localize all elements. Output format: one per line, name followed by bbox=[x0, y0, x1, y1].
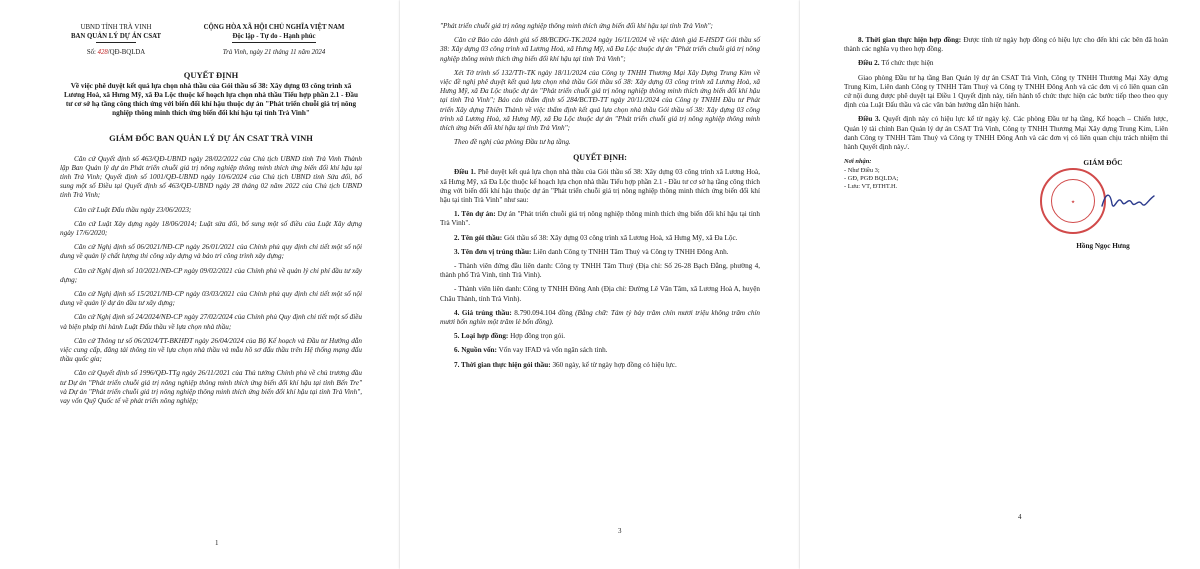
agency-name: BAN QUẢN LÝ DỰ ÁN CSAT bbox=[70, 32, 162, 40]
legal-basis-paragraph: Căn cứ Báo cáo đánh giá số 88/BCĐG-TK.2024 ngày 16/11/2024 về việc đánh giá E-HSDT Gói thầu số 38: Xây dựng 03 công trình xã Lương Hoà, xã Hưng Mỹ, xã Đa Lộc thuộc dự án "Phát triển chuỗi giá trị nông nghiệp thông minh thích ứng biến đổi khí hậu tại tỉnh Trà Vinh"; bbox=[440, 36, 760, 63]
document-subject: Về việc phê duyệt kết quả lựa chọn nhà thầu của Gói thầu số 38: Xây dựng 03 công trình xã Lương Hoà, xã Hưng Mỹ, xã Đa Lộc thuộc kế hoạch lựa chọn nhà thầu Tiểu hợp phần 2.1 - Đầu tư cơ sở hạ tầng công thích ứng với biến đổi khí hậu thuộc dự án "Phát triển chuỗi giá trị nông nghiệp thông minh thích ứng biến đổi khí hậu tại tỉnh Trà Vinh" bbox=[63, 81, 359, 118]
continued-text: "Phát triển chuỗi giá trị nông nghiệp thông minh thích ứng biến đổi khí hậu tại tỉnh Trà Vinh"; bbox=[440, 22, 713, 30]
decision-item bbox=[440, 361, 760, 370]
item-label: 8. Thời gian thực hiện hợp đồng: bbox=[858, 36, 962, 44]
article-2-text: Tổ chức thực hiện bbox=[881, 59, 934, 68]
page-number: 4 bbox=[1018, 513, 1022, 521]
item-text: Liên danh Công ty TNHH Tâm Thuỷ và Công ty TNHH Đông Anh. bbox=[533, 247, 729, 256]
seal-inner-ring: ★ bbox=[1051, 179, 1095, 223]
decision-item bbox=[844, 36, 1168, 54]
item-text: Dự án "Phát triển chuỗi giá trị nông nghiệp thông minh thích ứng biến đổi khí hậu tại tỉnh Trà Vinh". bbox=[440, 210, 761, 228]
signer-name: Hồng Ngọc Hưng bbox=[1076, 242, 1130, 251]
issuing-agency-block bbox=[60, 24, 172, 58]
decision-item bbox=[440, 332, 760, 341]
recipients-label: Nơi nhận: bbox=[844, 158, 872, 166]
legal-basis-paragraph: Căn cứ Luật Xây dựng ngày 18/06/2014; Luật sửa đổi, bổ sung một số điều của Luật Xây dựng ngày 17/6/2020; bbox=[60, 219, 362, 238]
legal-basis-paragraph: Căn cứ Nghị định số 15/2021/NĐ-CP ngày 03/03/2021 của Chính phủ quy định chi tiết một số nội dung về quản lý dự án đầu tư xây dựng; bbox=[60, 290, 362, 308]
item-label: 5. Loại hợp đồng: bbox=[454, 332, 509, 341]
price-in-words: (Bằng chữ: Tám tỷ bảy trăm chín mươi triệu không trăm chín mươi bốn nghìn một trăm lẻ bốn đồng). bbox=[440, 308, 761, 327]
legal-basis-paragraph: Căn cứ Quyết định số 1996/QĐ-TTg ngày 26/11/2021 của Thủ tướng Chính phủ về chủ trương đầu tư Dự án "Phát triển chuỗi giá trị nông nghiệp thông minh thích ứng biến đổi khí hậu tại tỉnh Bến Tre" và Dự án "Phát triển chuỗi giá trị nông nghiệp thông minh thích ứng biến đổi khí hậu tại tỉnh Trà Vinh", vay vốn Quỹ Quốc tế về phát triển nông nghiệp; bbox=[60, 369, 362, 406]
signer-block bbox=[1038, 158, 1168, 250]
item-text: Vốn vay IFAD và vốn ngân sách tỉnh. bbox=[498, 346, 608, 355]
article-3-text: Quyết định này có hiệu lực kể từ ngày ký. Các phòng Đầu tư hạ tầng, Kế hoạch – Chiến lược, Quản lý tài chính Ban Quản lý dự án CSAT Trà Vinh, Công ty TNHH Thương Mại Xây dựng Trung Kim, Liên danh Công ty TNHH Tâm Thuỷ và Công ty TNHH Đông Anh và các đơn vị có liên quan chịu trách nhiệm thi hành Quyết định này./. bbox=[844, 115, 1169, 152]
signer-role: GIÁM ĐỐC bbox=[1083, 158, 1123, 168]
article-2 bbox=[844, 59, 1168, 68]
legal-basis-paragraph: Căn cứ Nghị định số 06/2021/NĐ-CP ngày 26/01/2021 của Chính phủ quy định chi tiết một số nội dung về quản lý chất lượng thi công xây dựng và bảo trì công trình xây dựng; bbox=[60, 243, 362, 261]
item-label: 2. Tên gói thầu: bbox=[454, 233, 503, 242]
national-header-block bbox=[186, 24, 362, 58]
price-label: 4. Giá trúng thầu: bbox=[454, 308, 512, 317]
partner-member: - Thành viên liên danh: Công ty TNHH Đông Anh (Địa chỉ: Đường Lê Văn Tâm, xã Lương Hoà A, huyện Châu Thành, tỉnh Trà Vinh). bbox=[440, 285, 760, 303]
national-motto: Độc lập - Tự do - Hạnh phúc bbox=[232, 33, 315, 44]
official-seal bbox=[1040, 168, 1106, 234]
decision-item bbox=[440, 346, 760, 355]
article-1 bbox=[440, 168, 760, 205]
article-1-text: Phê duyệt kết quả lựa chọn nhà thầu của Gói thầu số 38: Xây dựng 03 công trình xã Lương Hoà, xã Hưng Mỹ, xã Đa Lộc thuộc kế hoạch lựa chọn nhà thầu Tiểu hợp phần 2.1 - Đầu tư cơ sở hạ tầng công thích ứng với biến đổi khí hậu thuộc dự án "Phát triển chuỗi giá trị nông nghiệp thông minh thích ứng biến đổi khí hậu tại tỉnh Trà Vinh" như sau: bbox=[440, 168, 761, 205]
decision-item bbox=[440, 210, 760, 228]
recipient-item: - Lưu: VT, ĐTHT.H. bbox=[844, 183, 898, 191]
number-prefix: Số: bbox=[86, 48, 96, 56]
document-page-4 bbox=[800, 0, 1200, 569]
legal-basis-paragraph: Căn cứ Nghị định số 24/2024/NĐ-CP ngày 27/02/2024 của Chính phủ Quy định chi tiết một số điều và biện pháp thi hành Luật Đấu thầu về lựa chọn nhà thầu; bbox=[60, 313, 362, 331]
decision-item bbox=[440, 248, 760, 257]
page-number: 1 bbox=[215, 539, 219, 547]
recipients-block bbox=[844, 158, 964, 250]
decision-heading: QUYẾT ĐỊNH: bbox=[573, 153, 627, 163]
document-page-3 bbox=[400, 0, 800, 569]
recipient-item: - GĐ, PGĐ BQLDA; bbox=[844, 175, 899, 183]
item-label: 6. Nguồn vốn: bbox=[454, 346, 497, 355]
page-number: 3 bbox=[618, 527, 622, 535]
article-1-label: Điều 1. bbox=[454, 168, 476, 177]
item-text: Gói thầu số 38: Xây dựng 03 công trình xã Lương Hoà, xã Hưng Mỹ, xã Đa Lộc. bbox=[504, 233, 738, 242]
handwritten-number: 428 bbox=[97, 48, 108, 56]
item-label: 7. Thời gian thực hiện gói thầu: bbox=[454, 360, 551, 369]
legal-basis-paragraph: Căn cứ Thông tư số 06/2024/TT-BKHĐT ngày 26/04/2024 của Bộ Kế hoạch và Đầu tư Hướng dẫn việc cung cấp, đăng tải thông tin về lựa chọn nhà thầu và mẫu hồ sơ đấu thầu trên Hệ thống mạng đấu thầu quốc gia; bbox=[60, 336, 362, 364]
legal-basis-paragraph: Căn cứ Luật Đấu thầu ngày 23/06/2023; bbox=[74, 205, 192, 214]
divider bbox=[96, 42, 136, 43]
item-text: 360 ngày, kể từ ngày hợp đồng có hiệu lực. bbox=[552, 360, 677, 369]
recipient-item: - Như Điều 3; bbox=[844, 166, 880, 174]
issuing-authority: GIÁM ĐỐC BAN QUẢN LÝ DỰ ÁN CSAT TRÀ VINH bbox=[109, 132, 313, 143]
legal-basis-paragraph: Theo đề nghị của phòng Đầu tư hạ tầng. bbox=[454, 138, 571, 147]
legal-basis-paragraph: Căn cứ Quyết định số 463/QĐ-UBND ngày 28/02/2022 của Chủ tịch UBND tỉnh Trà Vinh Thành lập Ban Quản lý dự án Phát triển chuỗi giá trị nông nghiệp thông minh thích ứng biến đổi khí hậu tại tỉnh Trà Vinh; Quyết định số 1001/QĐ-UBND ngày 10/6/2024 của Chủ tịch UBND tỉnh Sửa đổi, bổ sung một số Điều tại Quyết định số 463/QĐ-UBND ngày 28 tháng 02 năm 2022 của Chủ tịch UBND tỉnh Trà Vinh; bbox=[60, 154, 362, 200]
document-page-1 bbox=[0, 0, 400, 569]
item-text: Được tính từ ngày hợp đồng có hiệu lực cho đến khi các bên đã hoàn thành các nghĩa vụ theo hợp đồng. bbox=[844, 36, 1168, 54]
article-3-label: Điều 3. bbox=[858, 115, 881, 124]
legal-basis-paragraph: Căn cứ Nghị định số 10/2021/NĐ-CP ngày 09/02/2021 của Chính phủ về quản lý chi phí đầu tư xây dựng; bbox=[60, 266, 362, 284]
decision-item bbox=[440, 234, 760, 243]
lead-member: - Thành viên đứng đầu liên danh: Công ty TNHH Tâm Thuỷ (Địa chỉ: Số 26-28 Bạch Đằng, phường 4, thành phố Trà Vinh, tỉnh Trà Vinh). bbox=[440, 262, 760, 280]
agency-parent: UBND TỈNH TRÀ VINH bbox=[80, 24, 152, 31]
number-suffix: /QĐ-BQLDA bbox=[107, 48, 146, 56]
item-label: 1. Tên dự án: bbox=[454, 210, 496, 219]
handwritten-signature bbox=[1100, 186, 1156, 216]
nation-name: CỘNG HÒA XÃ HỘI CHỦ NGHĨA VIỆT NAM bbox=[203, 24, 345, 31]
item-text: Hợp đồng trọn gói. bbox=[510, 332, 566, 341]
article-3 bbox=[844, 115, 1168, 152]
legal-basis-paragraph: Xét Tờ trình số 132/TTr-TK ngày 18/11/2024 của Công ty TNHH Thương Mại Xây Dựng Trung Kim về việc đề nghị phê duyệt kết quả lựa chọn nhà thầu Gói thầu số 38: Xây dựng 03 công trình xã Lương Hoà, xã Hưng Mỹ, xã Đa Lộc thuộc dự án "Phát triển chuỗi giá trị nông nghiệp thông minh thích ứng biến đổi khí hậu tại tỉnh Trà Vinh"; Báo cáo thẩm định số 284/BCTĐ-TT ngày 20/11/2024 của Công ty TNHH Đầu tư Phát triển Xây dựng Thiên Thành về việc thẩm định kết quả lựa chọn nhà thầu Gói thầu số 38: Xây dựng 03 công trình xã Lương Hoà, xã Hưng Mỹ, xã Đa Lộc thuộc dự án "Phát triển chuỗi giá trị nông nghiệp thông minh thích ứng biến đổi khí hậu tại tỉnh Trà Vinh"; bbox=[440, 68, 760, 133]
issue-date: Trà Vinh, ngày 21 tháng 11 năm 2024 bbox=[222, 49, 326, 57]
price-value: 8.790.094.104 đồng bbox=[514, 308, 573, 317]
item-label: 3. Tên đơn vị trúng thầu: bbox=[454, 247, 532, 256]
document-type: QUYẾT ĐỊNH bbox=[183, 69, 239, 80]
document-header bbox=[60, 24, 362, 58]
signature-section bbox=[844, 158, 1168, 250]
winning-price bbox=[440, 309, 760, 327]
article-2-body: Giao phòng Đầu tư hạ tầng Ban Quản lý dự án CSAT Trà Vinh, Công ty TNHH Thương Mại Xây dựng Trung Kim, Liên danh Công ty TNHH Tâm Thuỷ và Công ty TNHH Đông Anh và các đơn vị có liên quan căn cứ nội dung được phê duyệt tại Điều 1 Quyết định này, tiến hành tổ chức thực hiện các bước tiếp theo theo quy định của Luật Đấu thầu và các văn bản hướng dẫn hiện hành. bbox=[844, 73, 1168, 110]
article-2-label: Điều 2. bbox=[858, 59, 880, 68]
document-number bbox=[60, 49, 172, 58]
